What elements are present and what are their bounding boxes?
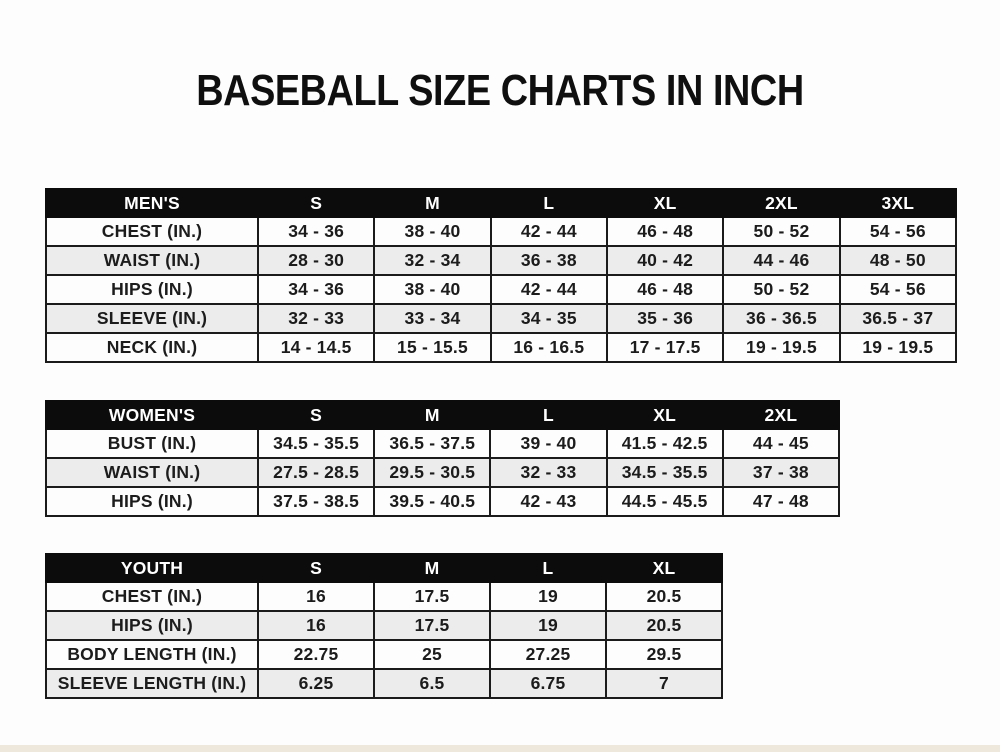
- size-value-cell: 15 - 15.5: [374, 333, 490, 362]
- measurement-row: [46, 246, 956, 275]
- row-label-cell: NECK (IN.): [46, 333, 258, 362]
- size-value-cell: 32 - 33: [258, 304, 374, 333]
- size-value-cell: 32 - 34: [374, 246, 490, 275]
- size-value-cell: 44 - 46: [723, 246, 839, 275]
- youth-size-table: [45, 553, 723, 699]
- row-label-cell: BODY LENGTH (IN.): [46, 640, 258, 669]
- size-value-cell: 6.5: [374, 669, 490, 698]
- measurement-row: [46, 582, 722, 611]
- size-column-header: L: [491, 189, 607, 217]
- size-value-cell: 47 - 48: [723, 487, 839, 516]
- size-value-cell: 36.5 - 37.5: [374, 429, 490, 458]
- size-value-cell: 38 - 40: [374, 275, 490, 304]
- size-value-cell: 37.5 - 38.5: [258, 487, 374, 516]
- size-value-cell: 36 - 38: [491, 246, 607, 275]
- size-value-cell: 54 - 56: [840, 275, 956, 304]
- size-column-header: S: [258, 189, 374, 217]
- size-column-header: L: [490, 401, 606, 429]
- size-column-header: L: [490, 554, 606, 582]
- size-value-cell: 19: [490, 582, 606, 611]
- size-value-cell: 35 - 36: [607, 304, 723, 333]
- size-value-cell: 16: [258, 582, 374, 611]
- measurement-row: [46, 611, 722, 640]
- size-column-header: S: [258, 554, 374, 582]
- size-value-cell: 34 - 35: [491, 304, 607, 333]
- size-value-cell: 54 - 56: [840, 217, 956, 246]
- header-row: [46, 189, 956, 217]
- size-value-cell: 37 - 38: [723, 458, 839, 487]
- size-value-cell: 40 - 42: [607, 246, 723, 275]
- size-value-cell: 20.5: [606, 582, 722, 611]
- page-title: BASEBALL SIZE CHARTS IN INCH: [196, 66, 804, 115]
- size-column-header: 3XL: [840, 189, 956, 217]
- size-value-cell: 44.5 - 45.5: [607, 487, 723, 516]
- size-value-cell: 16 - 16.5: [491, 333, 607, 362]
- size-value-cell: 34 - 36: [258, 217, 374, 246]
- header-row: [46, 554, 722, 582]
- mens-size-table: [45, 188, 957, 363]
- row-label-cell: SLEEVE (IN.): [46, 304, 258, 333]
- size-value-cell: 41.5 - 42.5: [607, 429, 723, 458]
- size-value-cell: 20.5: [606, 611, 722, 640]
- row-label-cell: CHEST (IN.): [46, 582, 258, 611]
- size-value-cell: 6.25: [258, 669, 374, 698]
- size-column-header: M: [374, 401, 490, 429]
- size-value-cell: 16: [258, 611, 374, 640]
- size-value-cell: 7: [606, 669, 722, 698]
- size-value-cell: 27.5 - 28.5: [258, 458, 374, 487]
- size-value-cell: 17 - 17.5: [607, 333, 723, 362]
- table-group-header: MEN'S: [46, 189, 258, 217]
- size-value-cell: 34.5 - 35.5: [258, 429, 374, 458]
- size-value-cell: 6.75: [490, 669, 606, 698]
- size-column-header: 2XL: [723, 189, 839, 217]
- size-column-header: M: [374, 554, 490, 582]
- size-value-cell: 19: [490, 611, 606, 640]
- size-value-cell: 50 - 52: [723, 217, 839, 246]
- size-value-cell: 19 - 19.5: [840, 333, 956, 362]
- size-column-header: M: [374, 189, 490, 217]
- header-row: [46, 401, 839, 429]
- size-value-cell: 22.75: [258, 640, 374, 669]
- size-column-header: XL: [607, 401, 723, 429]
- size-value-cell: 46 - 48: [607, 217, 723, 246]
- size-value-cell: 50 - 52: [723, 275, 839, 304]
- size-value-cell: 42 - 43: [490, 487, 606, 516]
- measurement-row: [46, 669, 722, 698]
- measurement-row: [46, 458, 839, 487]
- size-value-cell: 19 - 19.5: [723, 333, 839, 362]
- size-value-cell: 32 - 33: [490, 458, 606, 487]
- size-column-header: 2XL: [723, 401, 839, 429]
- size-value-cell: 39 - 40: [490, 429, 606, 458]
- table-group-header: YOUTH: [46, 554, 258, 582]
- measurement-row: [46, 304, 956, 333]
- size-value-cell: 42 - 44: [491, 217, 607, 246]
- size-value-cell: 36 - 36.5: [723, 304, 839, 333]
- size-value-cell: 14 - 14.5: [258, 333, 374, 362]
- size-value-cell: 17.5: [374, 611, 490, 640]
- row-label-cell: CHEST (IN.): [46, 217, 258, 246]
- row-label-cell: HIPS (IN.): [46, 611, 258, 640]
- measurement-row: [46, 429, 839, 458]
- measurement-row: [46, 217, 956, 246]
- size-value-cell: 29.5: [606, 640, 722, 669]
- size-value-cell: 48 - 50: [840, 246, 956, 275]
- size-value-cell: 42 - 44: [491, 275, 607, 304]
- size-value-cell: 17.5: [374, 582, 490, 611]
- row-label-cell: HIPS (IN.): [46, 275, 258, 304]
- size-value-cell: 27.25: [490, 640, 606, 669]
- size-value-cell: 39.5 - 40.5: [374, 487, 490, 516]
- row-label-cell: HIPS (IN.): [46, 487, 258, 516]
- size-value-cell: 38 - 40: [374, 217, 490, 246]
- size-value-cell: 33 - 34: [374, 304, 490, 333]
- row-label-cell: SLEEVE LENGTH (IN.): [46, 669, 258, 698]
- measurement-row: [46, 487, 839, 516]
- size-value-cell: 34 - 36: [258, 275, 374, 304]
- scan-edge-artifact: [0, 745, 1000, 752]
- row-label-cell: WAIST (IN.): [46, 458, 258, 487]
- measurement-row: [46, 333, 956, 362]
- table-group-header: WOMEN'S: [46, 401, 258, 429]
- size-value-cell: 44 - 45: [723, 429, 839, 458]
- row-label-cell: WAIST (IN.): [46, 246, 258, 275]
- size-value-cell: 36.5 - 37: [840, 304, 956, 333]
- size-column-header: S: [258, 401, 374, 429]
- size-column-header: XL: [606, 554, 722, 582]
- size-column-header: XL: [607, 189, 723, 217]
- measurement-row: [46, 275, 956, 304]
- measurement-row: [46, 640, 722, 669]
- womens-size-table: [45, 400, 840, 517]
- size-value-cell: 25: [374, 640, 490, 669]
- size-value-cell: 34.5 - 35.5: [607, 458, 723, 487]
- size-value-cell: 29.5 - 30.5: [374, 458, 490, 487]
- size-value-cell: 46 - 48: [607, 275, 723, 304]
- row-label-cell: BUST (IN.): [46, 429, 258, 458]
- size-value-cell: 28 - 30: [258, 246, 374, 275]
